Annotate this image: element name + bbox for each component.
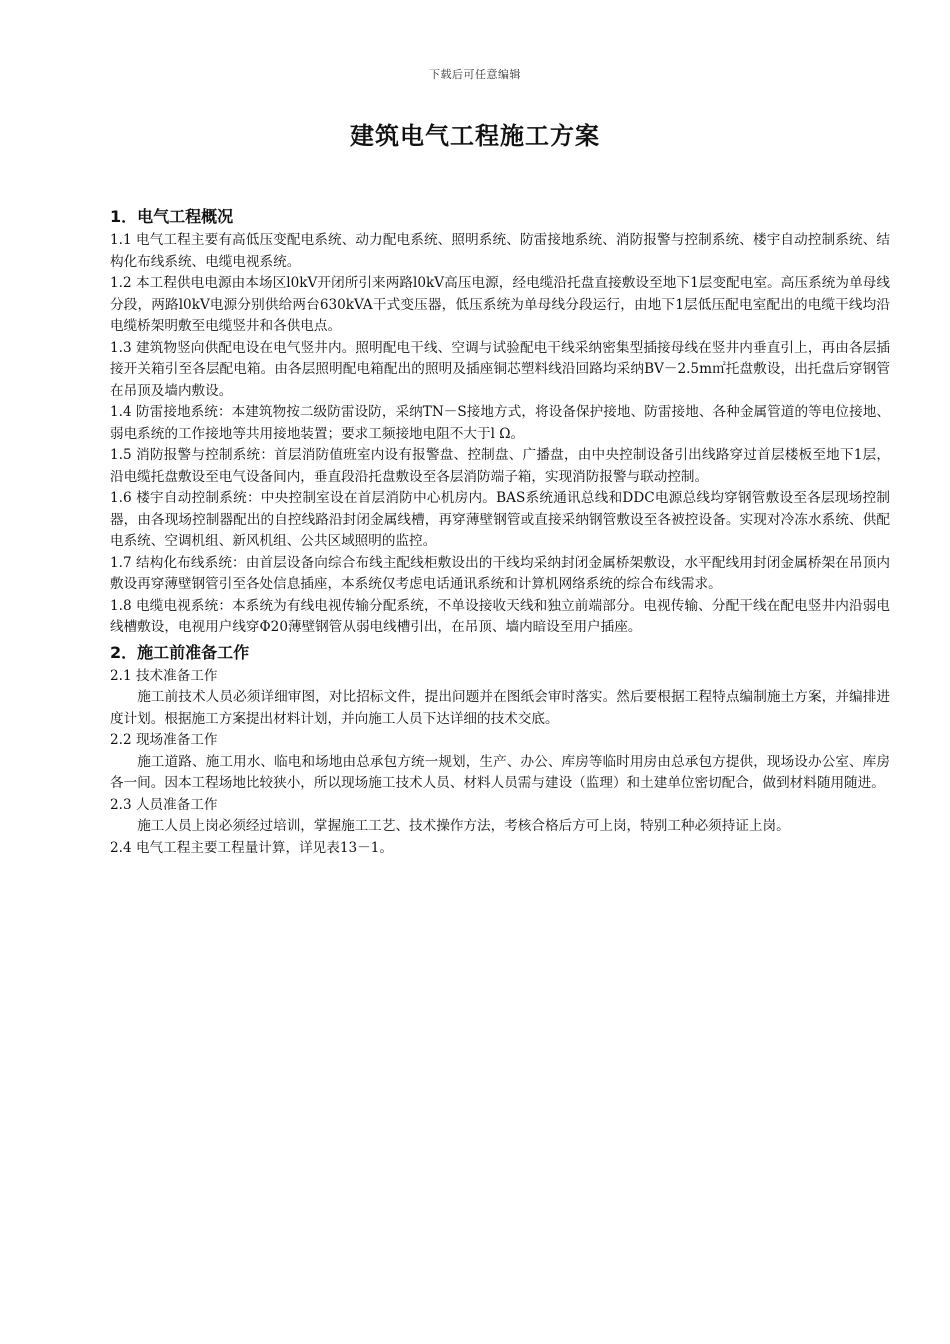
document-title: 建筑电气工程施工方案 bbox=[350, 122, 600, 150]
paragraph-1-4: 1.4 防雷接地系统：本建筑物按二级防雷设防，采纳TN－S接地方式，将设备保护接地、防雷接地、各种金属管道的等电位接地、弱电系统的工作接地等共用接地装置；要求工频接地电阻不大于l Ω。 bbox=[110, 404, 890, 442]
subsection-text-site: 施工道路、施工用水、临电和场地由总承包方统一规划，生产、办公、库房等临时用房由总承包方提供，现场设办公室、库房各一间。因本工程场地比较狭小，所以现场施工技术人员、材料人员需与建设（监理）和土建单位密切配合，做到材料随用随进。 bbox=[110, 753, 890, 791]
subsection-title-site: 2.2 现场准备工作 bbox=[110, 732, 218, 748]
section-heading-overview: 1．电气工程概况 bbox=[110, 207, 234, 226]
paragraph-1-5: 1.5 消防报警与控制系统：首层消防值班室内设有报警盘、控制盘、广播盘，由中央控制设备引出线路穿过首层楼板至地下1层，沿电缆托盘敷设至电气设备间内，垂直段沿托盘敷设至各层消防端子箱，实现消防报警与联动控制。 bbox=[110, 447, 890, 485]
document-body bbox=[110, 204, 890, 859]
subsection-title-technical: 2.1 技术准备工作 bbox=[110, 667, 218, 684]
paragraph-1-1: 1.1 电气工程主要有高低压变配电系统、动力配电系统、照明系统、防雷接地系统、消防报警与控制系统、楼宇自动控制系统、结构化布线系统、电缆电视系统。 bbox=[110, 232, 890, 270]
paragraph-1-6: 1.6 楼宇自动控制系统：中央控制室设在首层消防中心机房内。BAS系统通讯总线和DDC电源总线均穿钢管敷设至各层现场控制器，由各现场控制器配出的自控线路沿封闭金属线槽，再穿薄壁钢管或直接采纳钢管敷设至各被控设备。实现对冷冻水系统、供配电系统、空调机组、新风机组、公共区域照明的监控。 bbox=[110, 490, 890, 549]
paragraph-1-2: 1.2 本工程供电电源由本场区l0kV开闭所引来两路l0kV高压电源，经电缆沿托盘直接敷设至地下1层变配电室。高压系统为单母线分段，两路l0kV电源分别供给两台630kVA干式变压器，低压系统为单母线分段运行，由地下1层低压配电室配出的电缆干线均沿电缆桥架明敷至电缆竖井和各供电点。 bbox=[110, 275, 890, 334]
subsection-text-technical: 施工前技术人员必须详细审图，对比招标文件，提出问题并在图纸会审时落实。然后要根据工程特点编制施土方案，并编排进度计划。根据施工方案提出材料计划，并向施工人员下达详细的技术交底。 bbox=[110, 689, 890, 727]
subsection-text-personnel: 施工人员上岗必须经过培训，掌握施工工艺、技术操作方法，考核合格后方可上岗，特别工种必须持证上岗。 bbox=[137, 818, 790, 834]
header-note: 下载后可任意编辑 bbox=[429, 68, 521, 81]
paragraph-1-7: 1.7 结构化布线系统：由首层设备向综合布线主配线柜敷设出的干线均采纳封闭金属桥架敷设，水平配线用封闭金属桥架在吊顶内敷设再穿薄壁钢管引至各处信息插座，本系统仅考虑电话通讯系统和计算机网络系统的综合布线需求。 bbox=[110, 554, 890, 592]
subsection-title-quantities: 2.4 电气工程主要工程量计算，详见表13－1。 bbox=[110, 839, 393, 856]
paragraph-1-8: 1.8 电缆电视系统：本系统为有线电视传输分配系统，不单设接收天线和独立前端部分。电视传输、分配干线在配电竖井内沿弱电线槽敷设，电视用户线穿Φ20薄壁钢管从弱电线槽引出，在吊顶、墙内暗设至用户插座。 bbox=[110, 597, 890, 635]
section-heading-preparation: 2．施工前准备工作 bbox=[110, 642, 250, 662]
paragraph-1-3: 1.3 建筑物竖向供配电设在电气竖井内。照明配电干线、空调与试验配电干线采纳密集型插接母线在竖井内垂直引上，再由各层插接开关箱引至各层配电箱。由各层照明配电箱配出的照明及插座铜芯塑料线沿回路均采纳BV－2.5m㎡托盘敷设，出托盘后穿钢管在吊顶及墙内敷设。 bbox=[110, 339, 890, 399]
subsection-title-personnel: 2.3 人员准备工作 bbox=[110, 796, 218, 813]
